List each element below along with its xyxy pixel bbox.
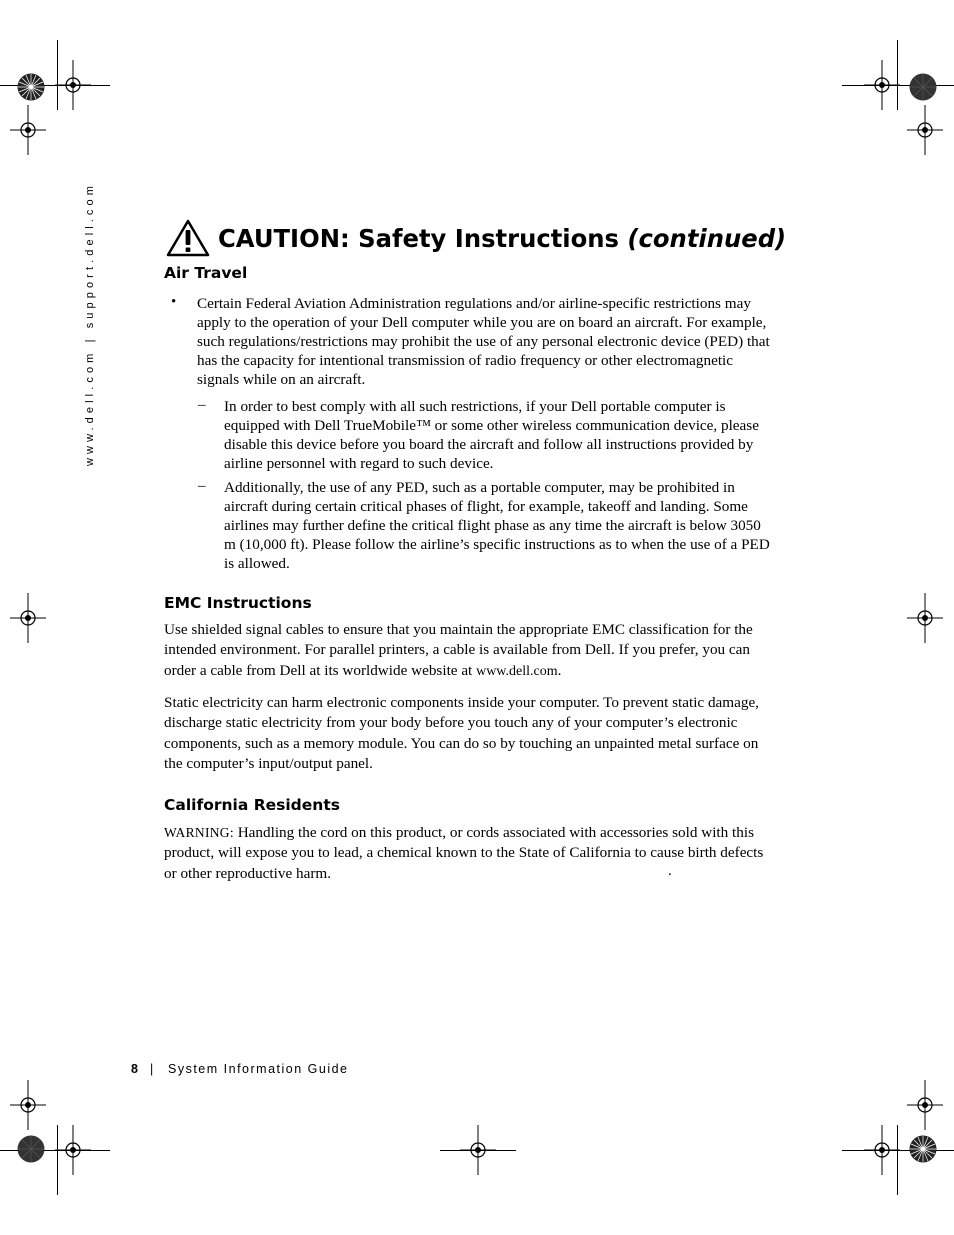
continued-label: (continued) xyxy=(627,223,787,253)
emc-paragraph-1 xyxy=(164,620,774,682)
registration-mark-icon xyxy=(907,593,943,643)
bullet-marker: • xyxy=(171,294,177,310)
registration-mark-icon xyxy=(10,105,46,155)
crop-line xyxy=(57,40,58,110)
sidebar-url: www.dell.com | support.dell.com xyxy=(84,181,96,466)
registration-mark-icon xyxy=(907,1080,943,1130)
registration-mark-icon xyxy=(907,105,943,155)
page-title xyxy=(166,216,804,260)
paragraph-end: . xyxy=(557,661,562,679)
california-warning-paragraph xyxy=(164,823,774,884)
paragraph-text: Use shielded signal cables to ensure that you maintain the appropriate EMC classification for the intended environment. For parallel printers, a cable is available from Dell. If you prefer, you can order a cable from Dell at its worldwide website at xyxy=(164,621,753,679)
section-heading-emc: EMC Instructions xyxy=(164,594,312,612)
dell-website-link[interactable]: www.dell.com xyxy=(476,663,558,679)
crop-line xyxy=(842,85,954,86)
page-number: 8 xyxy=(131,1062,138,1076)
footer-separator: | xyxy=(150,1062,154,1076)
dash-marker: – xyxy=(198,478,206,494)
sub-list-item: In order to best comply with all such restrictions, if your Dell portable computer is equipped with Dell TrueMobile™ or some other wireless communication device, please disable this device before you board the aircraft and follow all instructions provided by airline personnel with regard to such device. xyxy=(224,398,759,472)
registration-mark-icon xyxy=(10,593,46,643)
warning-label: WARNING: xyxy=(164,825,234,840)
crop-line xyxy=(842,1150,954,1151)
crop-line xyxy=(897,1125,898,1195)
starburst-target-icon xyxy=(909,1135,937,1163)
section-heading-california: California Residents xyxy=(164,796,340,814)
starburst-target-icon xyxy=(17,1135,45,1163)
emc-paragraph-2: Static electricity can harm electronic components inside your computer. To prevent static damage, discharge static electricity from your body before you touch any of your computer’s electronic components, such as a memory module. You can do so by touching an unpainted metal surface on the computer’s input/output panel. xyxy=(164,694,759,772)
dash-marker: – xyxy=(198,397,206,413)
crop-line xyxy=(897,40,898,110)
footer-guide-title: System Information Guide xyxy=(168,1062,349,1076)
list-item: Certain Federal Aviation Administration regulations and/or airline-specific restrictions may apply to the operation of your Dell computer while you are on board an aircraft. For example, such regulations/restrictions may prohibit the use of any personal electronic device (PED) that has the capacity for intentional transmission of radio frequency or other electromagnetic signals while on an aircraft. xyxy=(197,295,770,388)
warning-triangle-icon xyxy=(166,219,210,257)
section-heading-air-travel: Air Travel xyxy=(164,264,248,282)
trailing-dot: . xyxy=(668,863,672,879)
starburst-target-icon xyxy=(909,73,937,101)
starburst-target-icon xyxy=(17,73,45,101)
crop-line xyxy=(57,1125,58,1195)
registration-mark-icon xyxy=(10,1080,46,1130)
warning-text: Handling the cord on this product, or cords associated with accessories sold with this product, will expose you to lead, a chemical known to the State of California to cause birth defects or other reproductive harm. xyxy=(164,824,764,882)
sub-list-item: Additionally, the use of any PED, such as a portable computer, may be prohibited in aircraft during certain critical phases of flight, for example, takeoff and landing. Some airlines may further define the critical flight phase as any time the aircraft is below 3050 m (10,000 ft). Please follow the airline’s specific instructions as to when the use of a PED is allowed. xyxy=(224,479,770,572)
caution-label: CAUTION: Safety Instructions xyxy=(218,223,619,253)
crop-line xyxy=(440,1150,516,1151)
